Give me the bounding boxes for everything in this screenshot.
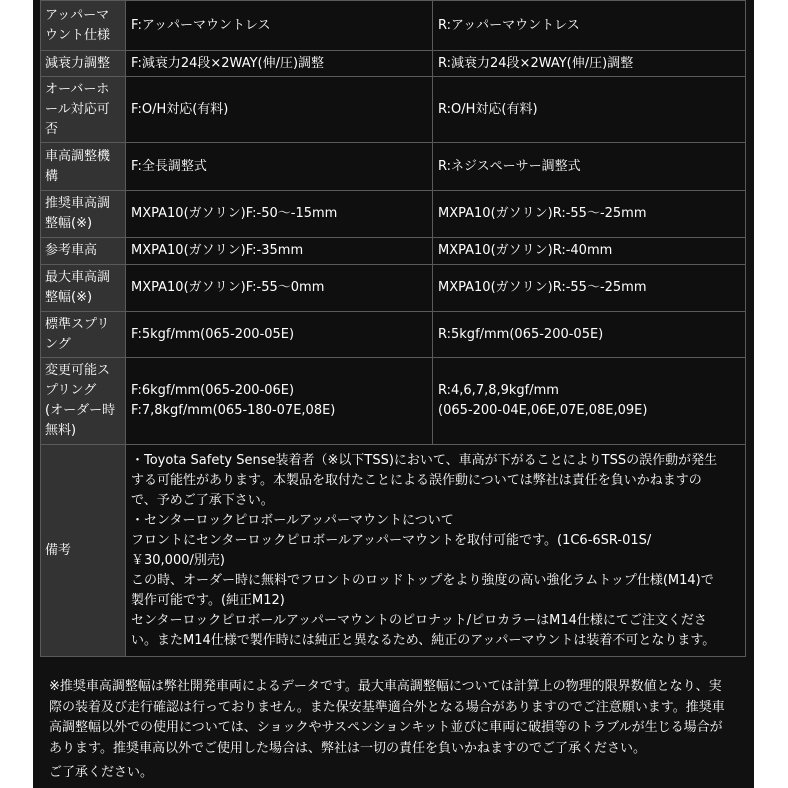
rear-value: R:O/H対応(有料) [433, 77, 746, 143]
remarks-line: この時、オーダー時に無料でフロントのロッドトップをより強度の高い強化ラムトップ仕様(M14)で [131, 572, 714, 588]
front-value: MXPA10(ガソリン)F:-55～0mm [126, 265, 433, 312]
table-row [41, 312, 746, 358]
remarks-line: フロントにセンターロックピロボールアッパーマウントを取付可能です。(1C6-6SR-01S/ [131, 532, 652, 548]
remarks-label: 備考 [41, 445, 126, 657]
footnote-line: ※推奨車高調整幅は弊社開発車両によるデータです。最大車高調整幅については計算上の物理的限界数値となり、実 [49, 679, 722, 694]
row-label: 推奨車高調 整幅(※) [41, 191, 126, 238]
table-row [41, 51, 746, 77]
front-value: F:6kgf/mm(065-200-06E) F:7,8kgf/mm(065-180-07E,08E) [126, 358, 433, 445]
row-label: オーバーホ ール対応可 否 [41, 77, 126, 143]
row-label: 車高調整機 構 [41, 143, 126, 191]
rear-value: MXPA10(ガソリン)R:-55～-25mm [433, 191, 746, 238]
rear-value: R:減衰力24段×2WAY(伸/圧)調整 [433, 51, 746, 77]
closing-text: ご了承ください。 [49, 765, 154, 780]
front-value: F:O/H対応(有料) [126, 77, 433, 143]
footnote-line: あります。推奨車高以外でご使用した場合は、弊社は一切の責任を負いかねますのでご了承ください。 [49, 740, 646, 756]
row-label: アッパーマ ウント仕様 [41, 1, 126, 51]
remarks-line: ・センターロックピロボールアッパーマウントについて [131, 512, 454, 528]
table-row [41, 143, 746, 191]
remarks-line: ・Toyota Safety Sense装着者（※以下TSS)において、車高が下がることによりTSSの誤作動が発生 [131, 452, 718, 468]
front-value: F:アッパーマウントレス [126, 1, 433, 51]
table-row [41, 1, 746, 51]
remarks-line: 製作可能です。(純正M12) [131, 592, 285, 608]
table-row [41, 238, 746, 265]
remarks-line: で、予めご了承下さい。 [131, 492, 274, 508]
footnote-line: 際の装着及び走行確認は行っておりません。また保安基準適合外となる場合がありますのでご注意願います。推奨車 [49, 699, 725, 715]
footnote-line: 高調整幅以外での使用については、ショックやサスペンションキット並びに車両に破損等のトラブルが生じる場合が [49, 720, 723, 735]
front-value: MXPA10(ガソリン)F:-35mm [126, 238, 433, 265]
remarks-line: センターロックピロボールアッパーマウントのピロナット/ピロカラーはM14仕様にてご注文くださ [131, 612, 707, 628]
remarks-line: する可能性があります。本製品を取付たことによる誤作動については弊社は責任を負いかねますの [131, 472, 702, 488]
rear-value: MXPA10(ガソリン)R:-55～-25mm [433, 265, 746, 312]
rear-value: R:アッパーマウントレス [433, 1, 746, 51]
front-value: F:減衰力24段×2WAY(伸/圧)調整 [126, 51, 433, 77]
remarks-text [126, 445, 746, 657]
table-row [41, 265, 746, 312]
remarks-row [41, 445, 746, 657]
row-label: 減衰力調整 [41, 51, 126, 77]
spec-table [40, 0, 746, 657]
remarks-line: ￥30,000/別売) [131, 552, 225, 568]
rear-value: R:ネジスペーサー調整式 [433, 143, 746, 191]
row-label: 参考車高 [41, 238, 126, 265]
front-value: MXPA10(ガソリン)F:-50～-15mm [126, 191, 433, 238]
row-label: 最大車高調 整幅(※) [41, 265, 126, 312]
rear-value: R:5kgf/mm(065-200-05E) [433, 312, 746, 358]
table-row [41, 358, 746, 445]
row-label: 標準スプリ ング [41, 312, 126, 358]
front-value: F:全長調整式 [126, 143, 433, 191]
table-row [41, 191, 746, 238]
remarks-line: い。またM14仕様で製作時には純正と異なるため、純正のアッパーマウントは装着不可となります。 [131, 632, 716, 648]
rear-value: MXPA10(ガソリン)R:-40mm [433, 238, 746, 265]
table-row [41, 77, 746, 143]
footnote [49, 677, 749, 784]
front-value: F:5kgf/mm(065-200-05E) [126, 312, 433, 358]
row-label: 変更可能ス プリング (オーダー時 無料) [41, 358, 126, 445]
rear-value: R:4,6,7,8,9kgf/mm (065-200-04E,06E,07E,08E,09E) [433, 358, 746, 445]
